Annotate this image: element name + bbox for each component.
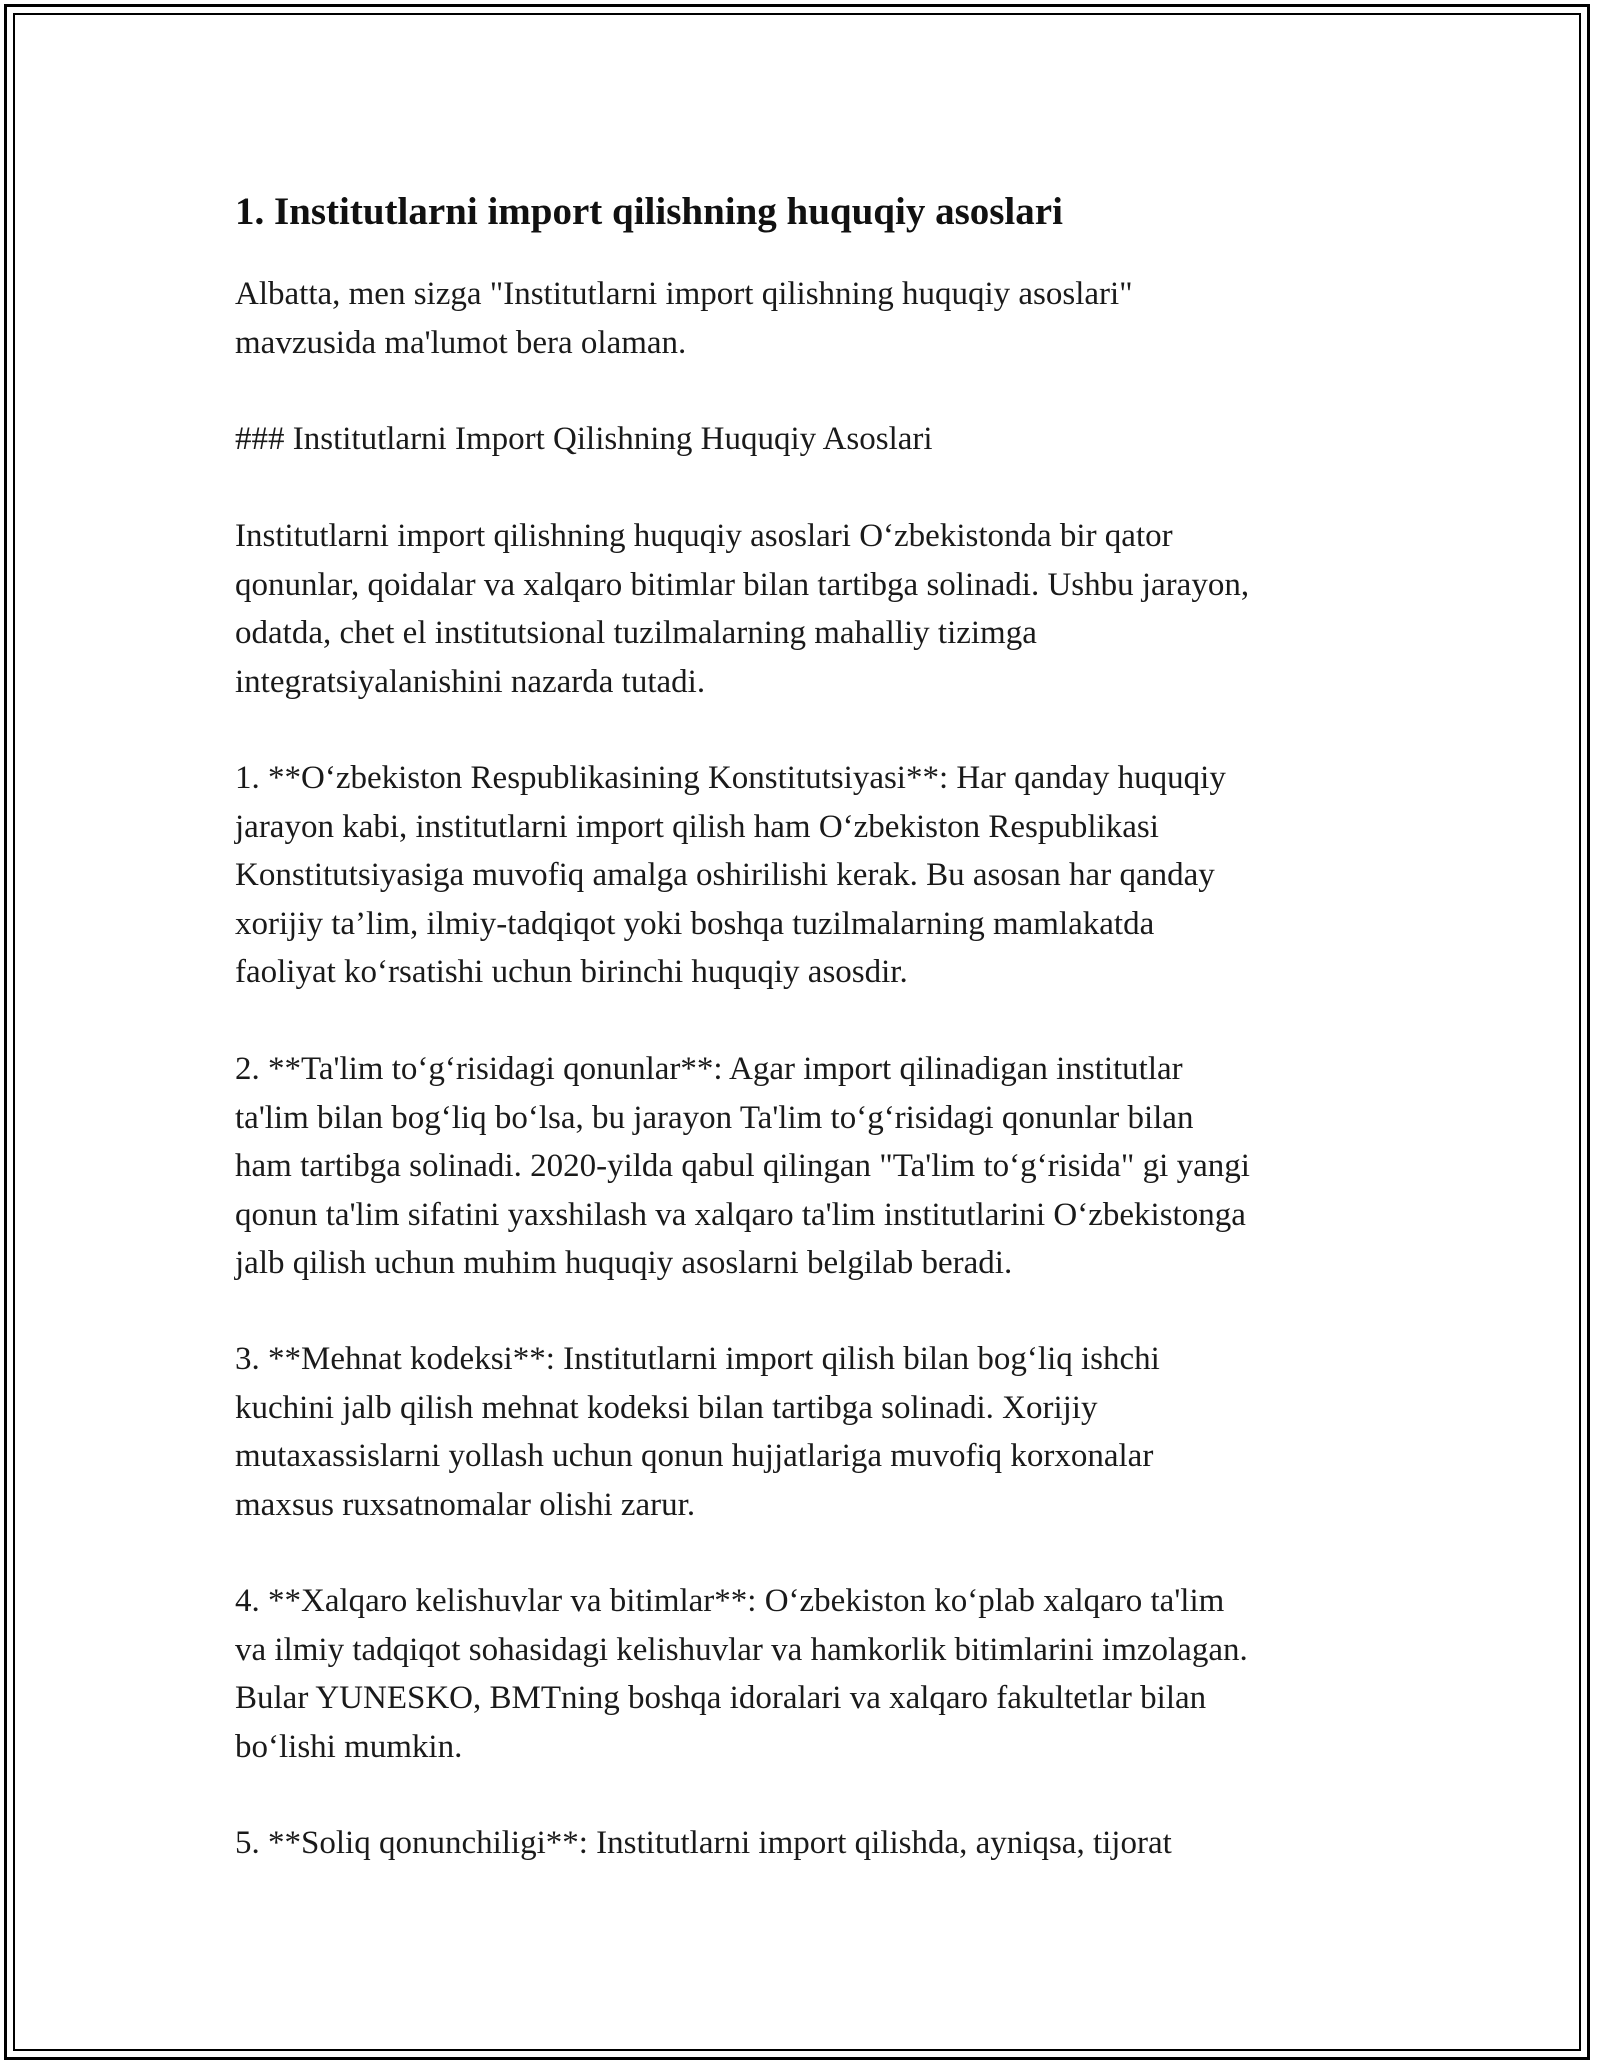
document-body [235, 186, 1375, 1861]
list-item-constitution: 1. **O‘zbekiston Respublikasining Konstitutsiyasi**: Har qanday huquqiy jarayon kabi, institutlarni import qilish ham O‘zbekiston Respublikasi Konstitutsiyasiga muvofiq amalga oshirilishi kerak. Bu asosan har qanday xorijiy ta’lim, ilmiy-tadqiqot yoki boshqa tuzilmalarning mamlakatda faoliyat ko‘rsatishi uchun birinchi huquqiy asosdir. [235, 760, 1226, 990]
intro-paragraph: Albatta, men sizga "Institutlarni import qilishning huquqiy asoslari" mavzusida ma'lumot bera olaman. [235, 276, 1133, 361]
section-subheading: ### Institutlarni Import Qilishning Huquqiy Asoslari [235, 421, 933, 457]
list-item-tax-legislation: 5. **Soliq qonunchiligi**: Institutlarni import qilishda, ayniqsa, tijorat [235, 1825, 1172, 1861]
overview-paragraph: Institutlarni import qilishning huquqiy asoslari O‘zbekistonda bir qator qonunlar, qoidalar va xalqaro bitimlar bilan tartibga solinadi. Ushbu jarayon, odatda, chet el institutsional tuzilmalarning mahalliy tizimga integratsiyalanishini nazarda tutadi. [235, 518, 1250, 700]
list-item-international-agreements: 4. **Xalqaro kelishuvlar va bitimlar**: O‘zbekiston ko‘plab xalqaro ta'lim va ilmiy tadqiqot sohasidagi kelishuvlar va hamkorlik bitimlarini imzolagan. Bular YUNESKO, BMTning boshqa idoralari va xalqaro fakultetlar bilan bo‘lishi mumkin. [235, 1583, 1248, 1765]
list-item-labor-code: 3. **Mehnat kodeksi**: Institutlarni import qilish bilan bog‘liq ishchi kuchini jalb qilish mehnat kodeksi bilan tartibga solinadi. Xorijiy mutaxassislarni yollash uchun qonun hujjatlariga muvofiq korxonalar maxsus ruxsatnomalar olishi zarur. [235, 1341, 1160, 1523]
document-title: 1. Institutlarni import qilishning huquqiy asoslari [235, 190, 1063, 233]
list-item-education-laws: 2. **Ta'lim to‘g‘risidagi qonunlar**: Agar import qilinadigan institutlar ta'lim bilan bog‘liq bo‘lsa, bu jarayon Ta'lim to‘g‘risidagi qonunlar bilan ham tartibga solinadi. 2020-yilda qabul qilingan "Ta'lim to‘g‘risida" gi yangi qonun ta'lim sifatini yaxshilash va xalqaro ta'lim institutlarini O‘zbekistonga jalb qilish uchun muhim huquqiy asoslarni belgilab beradi. [235, 1051, 1250, 1281]
